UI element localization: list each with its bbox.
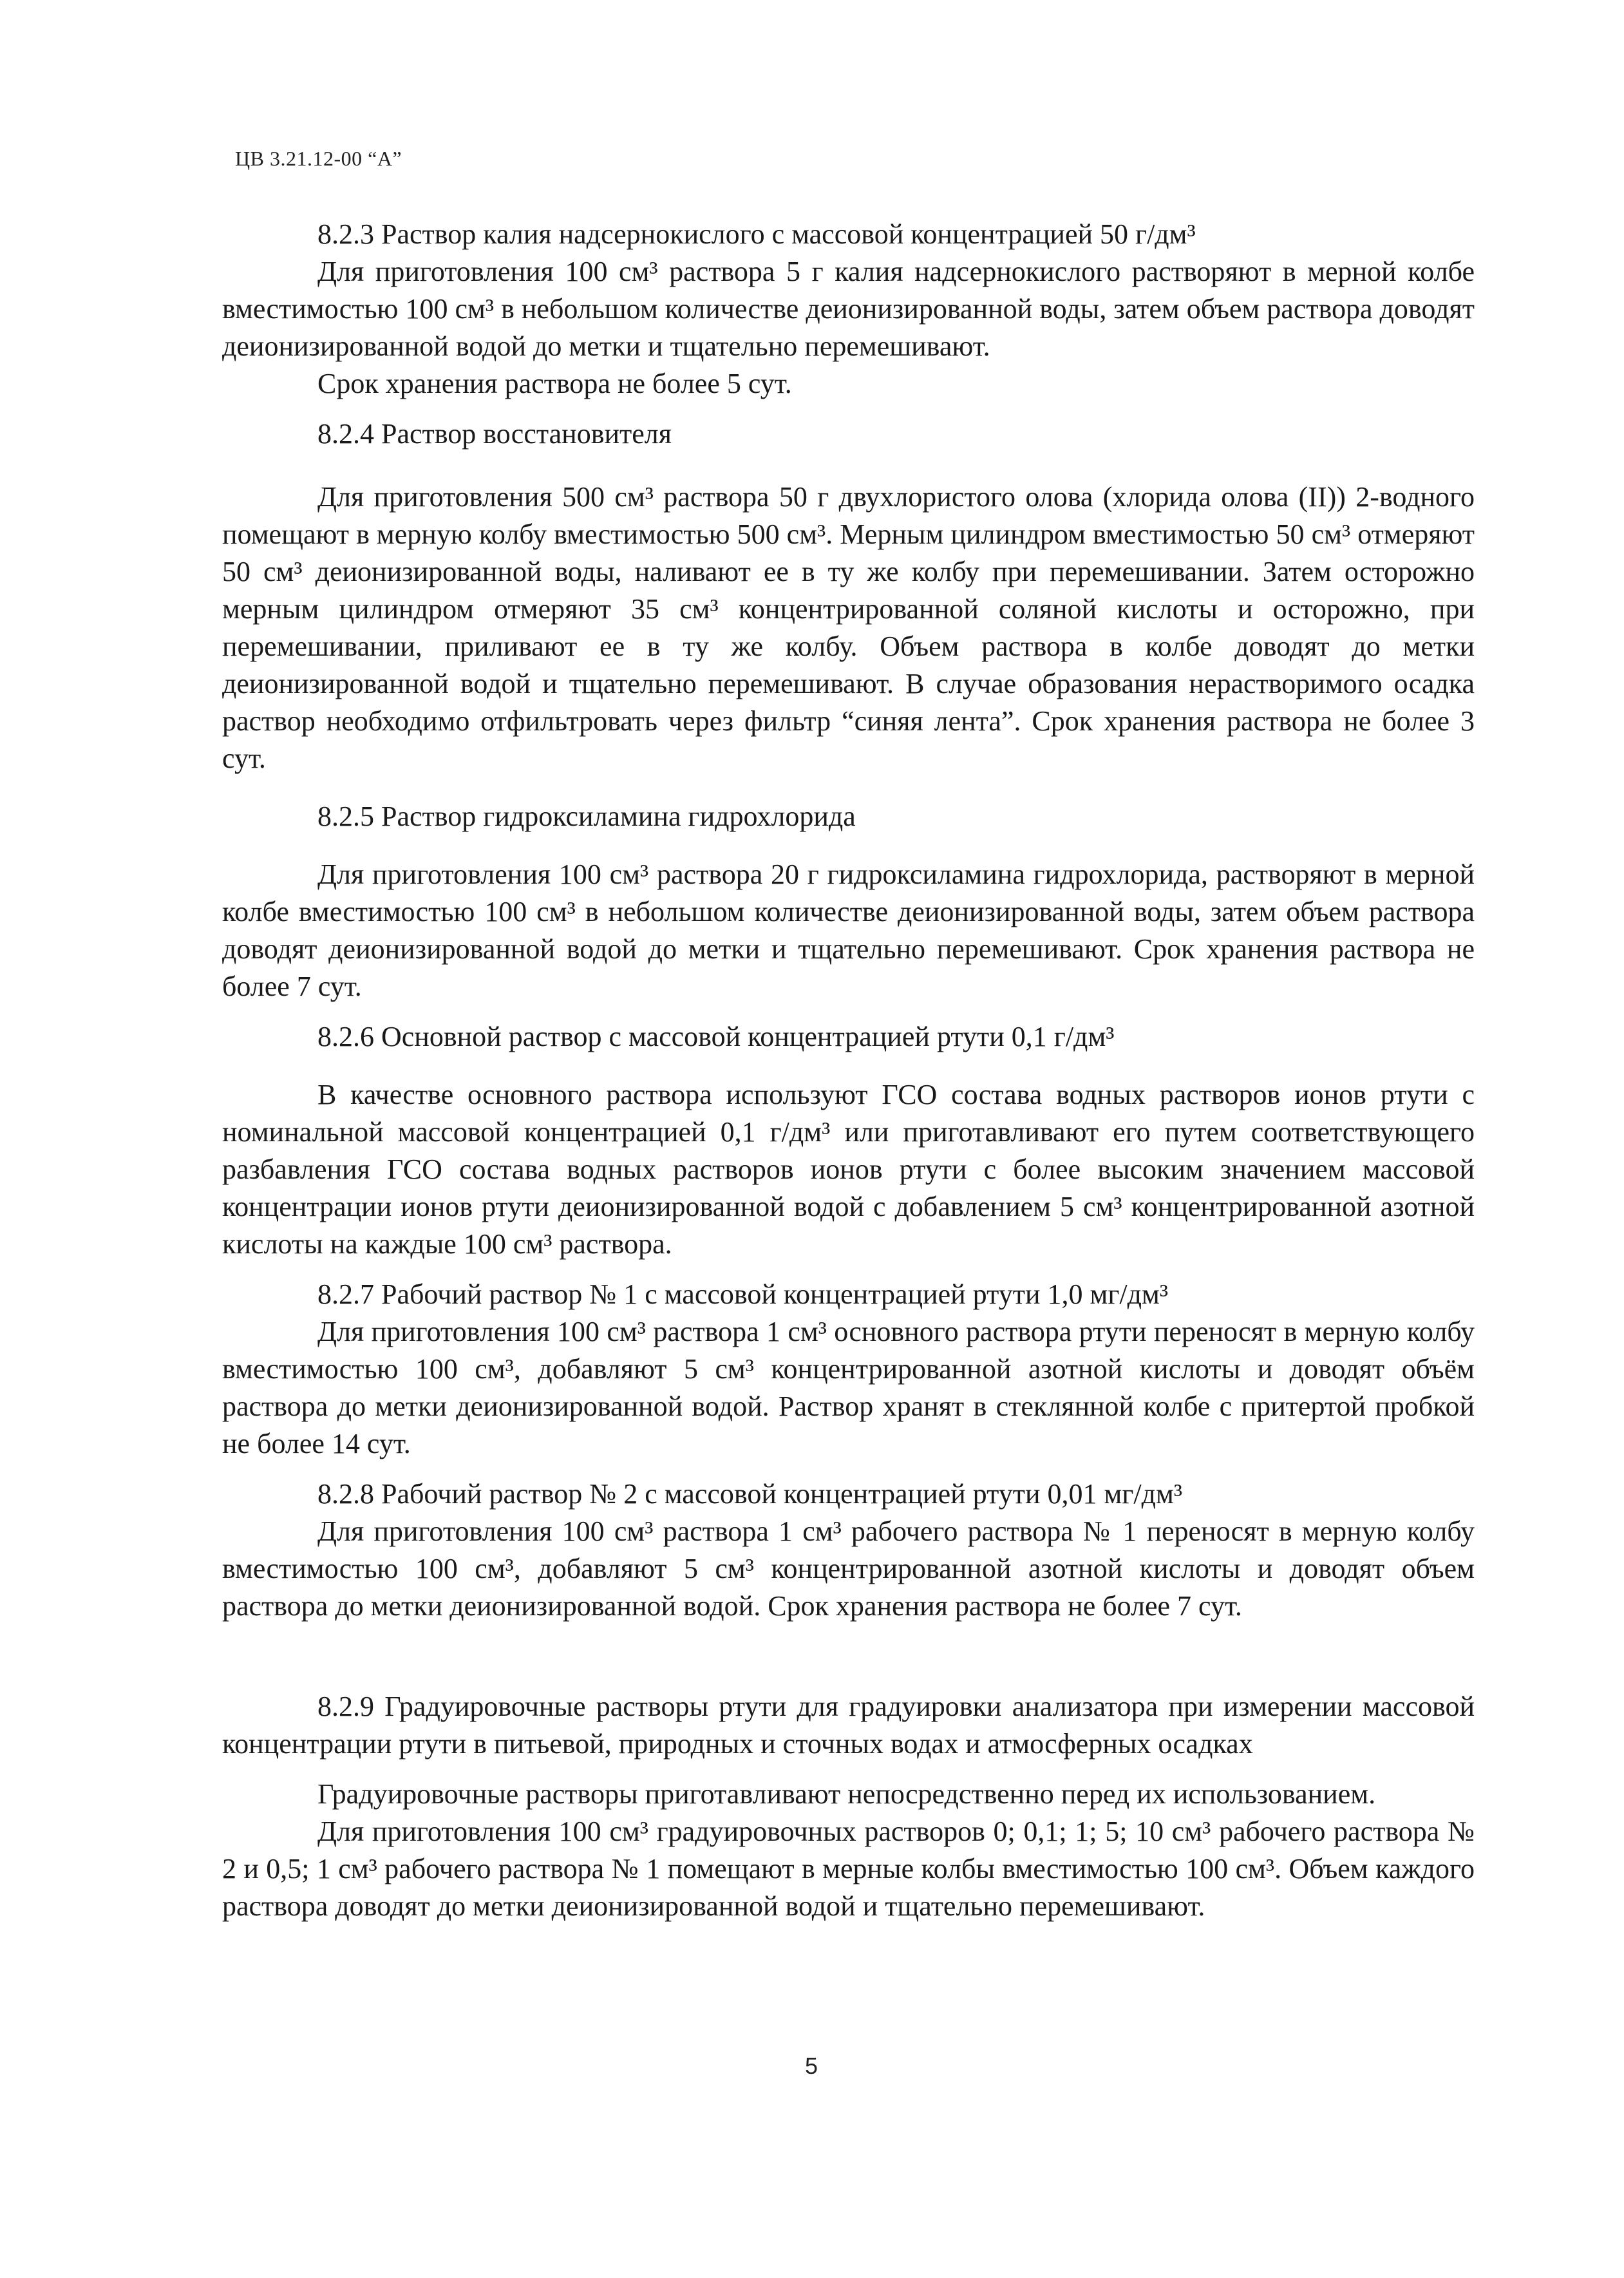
document-code: ЦВ 3.21.12-00 “А”: [235, 147, 402, 170]
section-8-2-7: [222, 1276, 1475, 1463]
section-8-2-9: [222, 1688, 1475, 1925]
section-8-2-3: [222, 216, 1475, 403]
section-heading: 8.2.7 Рабочий раствор № 1 с массовой концентрацией ртути 1,0 мг/дм³: [317, 1278, 1169, 1310]
section-heading: 8.2.4 Раствор восстановителя: [317, 418, 672, 450]
section-heading: 8.2.5 Раствор гидроксиламина гидрохлорида: [317, 801, 856, 832]
section-heading: 8.2.9 Градуировочные растворы ртути для градуировки анализатора при измерении массовой концентрации ртути в питьевой, природных и сточных водах и атмосферных осадках: [222, 1691, 1475, 1760]
section-8-2-6: [222, 1018, 1475, 1263]
section-heading: 8.2.3 Раствор калия надсернокислого с массовой концентрацией 50 г/дм³: [317, 218, 1196, 250]
section-heading: 8.2.6 Основной раствор с массовой концентрацией ртути 0,1 г/дм³: [317, 1021, 1115, 1052]
section-heading: 8.2.8 Рабочий раствор № 2 с массовой концентрацией ртути 0,01 мг/дм³: [317, 1478, 1183, 1510]
section-paragraph: Для приготовления 500 см³ раствора 50 г двухлористого олова (хлорида олова (II)) 2-водного помещают в мерную колбу вместимостью 500 см³. Мерным цилиндром вместимостью 50 см³ отмеряют 50 см³ деионизированной воды, наливают ее в ту же колбу при перемешивании. Затем осторожно мерным цилиндром отмеряют 35 см³ концентрированной соляной кислоты и осторожно, при перемешивании, приливают ее в ту же колбу. Объем раствора в колбе доводят до метки деионизированной водой и тщательно перемешивают. В случае образования нерастворимого осадка раствор необходимо отфильтровать через фильтр “синяя лента”. Срок хранения раствора не более 3 сут.: [222, 481, 1475, 774]
page-number: 5: [805, 2053, 818, 2079]
section-paragraph: Для приготовления 100 см³ раствора 1 см³ рабочего раствора № 1 переносят в мерную колбу вместимостью 100 см³, добавляют 5 см³ концентрированной азотной кислоты и доводят объем раствора до метки деионизированной водой. Срок хранения раствора не более 7 сут.: [222, 1515, 1475, 1622]
section-paragraph: В качестве основного раствора используют ГСО состава водных растворов ионов ртути с номинальной массовой концентрацией 0,1 г/дм³ или приготавливают его путем соответствующего разбавления ГСО состава водных растворов ионов ртути с более высоким значением массовой концентрации ионов ртути деионизированной водой с добавлением 5 см³ концентрированной азотной кислоты на каждые 100 см³ раствора.: [222, 1079, 1475, 1260]
section-paragraph: Срок хранения раствора не более 5 сут.: [317, 368, 792, 399]
section-paragraph: Для приготовления 100 см³ раствора 1 см³ основного раствора ртути переносят в мерную колбу вместимостью 100 см³, добавляют 5 см³ концентрированной азотной кислоты и доводят объём раствора до метки деионизированной водой. Раствор хранят в стеклянной колбе с притертой пробкой не более 14 сут.: [222, 1316, 1475, 1459]
section-8-2-8: [222, 1476, 1475, 1625]
section-paragraph: Для приготовления 100 см³ раствора 20 г гидроксиламина гидрохлорида, растворяют в мерной колбе вместимостью 100 см³ в небольшом количестве деионизированной воды, затем объем раствора доводят деионизированной водой до метки и тщательно перемешивают. Срок хранения раствора не более 7 сут.: [222, 859, 1475, 1002]
section-paragraph: Градуировочные растворы приготавливают непосредственно перед их использованием.: [317, 1778, 1376, 1810]
document-body: [222, 216, 1475, 1925]
section-paragraph: Для приготовления 100 см³ раствора 5 г калия надсернокислого растворяют в мерной колбе вместимостью 100 см³ в небольшом количестве деионизированной воды, затем объем раствора доводят деионизированной водой до метки и тщательно перемешивают.: [222, 256, 1475, 362]
section-8-2-5: [222, 798, 1475, 1005]
section-8-2-4: [222, 415, 1475, 777]
section-paragraph: Для приготовления 100 см³ градуировочных растворов 0; 0,1; 1; 5; 10 см³ рабочего раствора № 2 и 0,5; 1 см³ рабочего раствора № 1 помещают в мерные колбы вместимостью 100 см³. Объем каждого раствора доводят до метки деионизированной водой и тщательно перемешивают.: [222, 1816, 1475, 1922]
